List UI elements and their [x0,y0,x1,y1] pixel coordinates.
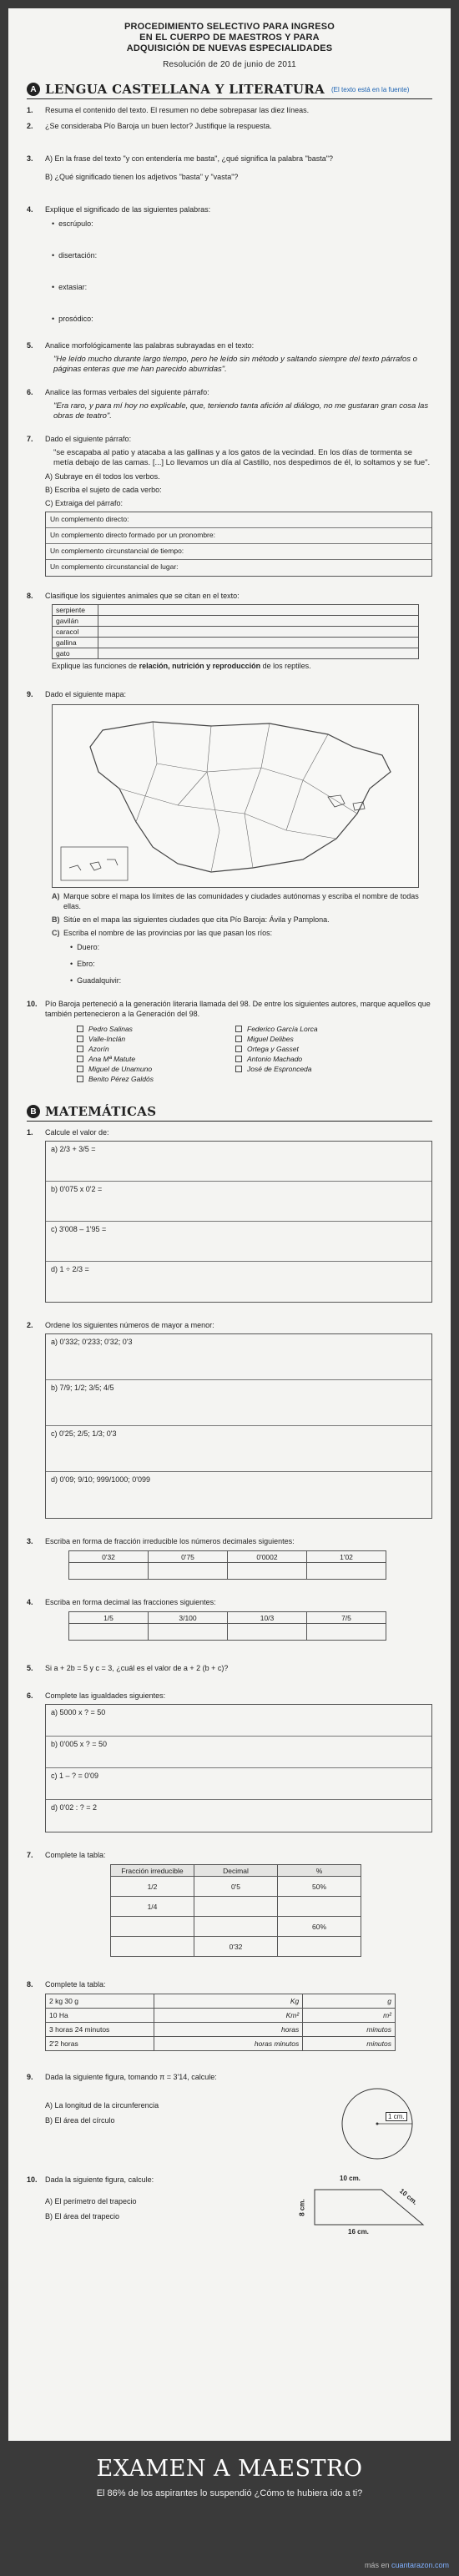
question-number: 4. [27,1598,33,1606]
table-row [46,2037,396,2051]
trapezoid-height-label: 8 cm. [298,2199,306,2216]
table-cell: 10/3 [228,1612,307,1624]
list-item: • prosódico: [52,315,432,323]
table-cell: 0'32 [69,1551,149,1563]
list-item: • Ebro: [70,960,432,968]
table-cell: 60% [278,1917,361,1937]
answer-cell[interactable]: b) 7/9; 1/2; 3/5; 4/5 [46,1380,431,1426]
answer-cell[interactable] [98,648,419,659]
table-row [46,1994,396,2009]
question-number: 1. [27,1128,33,1137]
question-sub [52,915,432,925]
author-name: José de Espronceda [247,1065,312,1073]
checkbox[interactable] [235,1056,242,1062]
question-text: Analice morfológicamente las palabras subrayadas en el texto: [45,341,255,350]
question [27,387,432,397]
question-number: 9. [27,690,33,698]
trapezoid-top-label: 10 cm. [340,2175,361,2182]
answer-cell[interactable] [228,1563,307,1580]
question-number: 10. [27,2175,38,2184]
answer-cell[interactable] [228,1624,307,1641]
caption: El 86% de los aspirantes lo suspendió ¿Cómo te hubiera ido a ti? [96,2488,363,2498]
table-cell: 3/100 [149,1612,228,1624]
explain-line [52,662,432,670]
table-row [69,1563,386,1580]
question-number: 5. [27,1664,33,1672]
answer-cell[interactable]: c) 1 – ? = 0'09 [46,1768,431,1800]
explain-bold: relación, nutrición y reproducción [139,662,261,670]
answer-cell[interactable]: c) 3'008 – 1'95 = [46,1222,431,1262]
table-row [53,648,419,659]
question-sub [45,498,432,508]
author-option[interactable] [77,1074,219,1084]
decimals-table [68,1550,386,1580]
table-row [111,1937,361,1957]
answer-cell[interactable] [69,1624,149,1641]
table-header: % [278,1865,361,1877]
trapezoid-figure [298,2183,431,2233]
table-cell: 2'2 horas [46,2037,154,2051]
question-text: B) El área del trapecio [45,2212,120,2221]
authors-column [77,1024,219,1084]
question-10-block [27,2175,432,2241]
question-number: 1. [27,106,33,114]
question [27,1691,432,1701]
answer-cell[interactable] [98,605,419,616]
question-text: Complete la tabla: [45,1980,106,1989]
table-row [69,1624,386,1641]
checkbox[interactable] [77,1046,83,1052]
answer-box [45,1704,432,1832]
author-name: Valle-Inclán [88,1035,126,1043]
author-option[interactable] [235,1044,377,1054]
checkbox[interactable] [77,1036,83,1042]
unit-cell[interactable]: horas minutos [154,2037,303,2051]
question-text: C) Extraiga del párrafo: [45,499,124,507]
explain-text: de los reptiles. [260,662,311,670]
circle-figure [335,2084,427,2163]
fractions-table [68,1611,386,1641]
table-header: Fracción irreducible [111,1865,194,1877]
explain-text: Explique las funciones de [52,662,139,670]
question-number: 5. [27,341,33,350]
section-lengua-title [27,82,432,99]
table-row [53,605,419,616]
authors-checklist [77,1024,432,1084]
question-text: Escriba el nombre de las provincias por las que pasan los ríos: [63,929,273,937]
answer-cell[interactable] [307,1563,386,1580]
question [27,154,432,164]
answer-row[interactable]: Un complemento directo formado por un pronombre: [46,528,431,544]
question-text: Complete las igualdades siguientes: [45,1691,166,1700]
question-text: B) ¿Qué significado tienen los adjetivos "basta" y "vasta"? [45,173,239,181]
quote-text: "Era raro, y para mí hoy no explicable, que, teniendo tanta afición al diálogo, no me gustaran gran cosa las obras de teatro". [53,401,429,421]
question [27,1536,432,1546]
exam-paper [8,8,451,2441]
author-option[interactable] [77,1044,219,1054]
question-number: 2. [27,1321,33,1329]
unit-cell[interactable]: g [303,1994,396,2009]
answer-box [45,1141,432,1303]
spain-map-outline [53,705,420,889]
checkbox[interactable] [235,1026,242,1032]
author-option[interactable] [235,1064,377,1074]
author-name: Ortega y Gasset [247,1045,299,1053]
checkbox[interactable] [77,1076,83,1082]
author-option[interactable] [235,1034,377,1044]
question-text: Ordene los siguientes números de mayor a menor: [45,1321,214,1329]
author-option[interactable] [77,1054,219,1064]
authors-column [235,1024,377,1084]
author-name: Ana Mª Matute [88,1055,136,1063]
complements-box [45,512,432,577]
unit-cell[interactable]: Km² [154,2009,303,2023]
answer-cell[interactable] [194,1917,278,1937]
answer-cell[interactable] [149,1624,228,1641]
table-cell: 0'5 [194,1877,278,1897]
list-item: • disertación: [52,251,432,260]
animal-name: serpiente [53,605,98,616]
list-item: • Duero: [70,943,432,951]
exam-header [27,22,432,70]
answer-cell[interactable] [111,1937,194,1957]
answer-cell[interactable] [69,1563,149,1580]
table-cell: 1/5 [69,1612,149,1624]
animals-table [52,604,419,659]
author-name: Federico García Lorca [247,1025,318,1033]
checkbox[interactable] [77,1066,83,1072]
author-name: Miguel de Unamuno [88,1065,153,1073]
answer-cell[interactable]: b) 0'005 x ? = 50 [46,1737,431,1768]
answer-cell[interactable] [98,638,419,648]
question-text: B) El área del círculo [45,2116,115,2125]
table-cell: 2 kg 30 g [46,1994,154,2009]
question-sub [52,928,432,938]
question-text: Clasifique los siguientes animales que se citan en el texto: [45,592,240,600]
author-option[interactable] [235,1054,377,1064]
question-number: 3. [27,1537,33,1545]
section-title-text: MATEMÁTICAS [45,1104,157,1119]
question [27,121,432,131]
question-text: Dado el siguiente mapa: [45,690,127,698]
table-cell: 0'32 [194,1937,278,1957]
question-text: A) La longitud de la circunferencia [45,2101,159,2110]
header-line: ADQUISICIÓN DE NUEVAS ESPECIALIDADES [126,43,333,53]
answer-cell[interactable]: d) 0'02 : ? = 2 [51,1803,98,1812]
question-text: Dado el siguiente párrafo: [45,435,132,443]
unit-cell[interactable]: Kg [154,1994,303,2009]
question-text: Analice las formas verbales del siguiente párrafo: [45,388,209,396]
table-row [69,1551,386,1563]
question-text: Marque sobre el mapa los límites de las comunidades y ciudades autónomas y escriba el nombre de todas ellas. [63,892,419,910]
question-text: Dada la siguiente figura, calcule: [45,2175,154,2184]
unit-cell[interactable]: minutos [303,2037,396,2051]
table-cell: 0'75 [149,1551,228,1563]
animal-name: gallina [53,638,98,648]
table-cell: 0'0002 [228,1551,307,1563]
answer-cell[interactable]: d) 1 ÷ 2/3 = [51,1265,89,1273]
list-item: • extasiar: [52,283,432,291]
site-credit[interactable] [365,2561,449,2569]
question-sub [45,485,432,495]
table-row [69,1612,386,1624]
author-name: Benito Pérez Galdós [88,1075,154,1083]
section-badge: A [27,83,40,96]
question [27,591,432,601]
question-number: 8. [27,592,33,600]
answer-box [45,1333,432,1519]
unit-cell[interactable]: m² [303,2009,396,2023]
table-row [46,2009,396,2023]
question-sub [45,172,432,182]
question-text: Explique el significado de las siguientes palabras: [45,205,211,214]
answer-cell[interactable] [278,1897,361,1917]
unit-cell[interactable]: minutos [303,2023,396,2037]
checkbox[interactable] [77,1026,83,1032]
question [27,2072,432,2082]
question [27,204,432,214]
question-text: Dada la siguiente figura, tomando π = 3'14, calcule: [45,2073,217,2081]
author-name: Pedro Salinas [88,1025,133,1033]
question [27,999,432,1019]
question-text: Complete la tabla: [45,1851,106,1859]
table-cell: 7/5 [307,1612,386,1624]
answer-cell[interactable]: a) 2/3 + 3/5 = [46,1142,431,1182]
question-number: 2. [27,122,33,130]
question-number: 9. [27,2073,33,2081]
checkbox[interactable] [235,1066,242,1072]
credit-text: más en [364,2561,391,2569]
question [27,1979,432,1989]
table-row [46,2023,396,2037]
answer-row[interactable]: Un complemento directo: [46,512,431,528]
table-cell: 3 horas 24 minutos [46,2023,154,2037]
spain-map[interactable] [52,704,419,888]
question-number: 7. [27,1851,33,1859]
author-option[interactable] [77,1024,219,1034]
sub-letter: C) [52,929,60,937]
section-title-text: LENGUA CASTELLANA Y LITERATURA [45,82,325,97]
question-text: Sitúe en el mapa las siguientes ciudades que cita Pío Baroja: Ávila y Pamplona. [63,915,330,924]
question [27,1320,432,1330]
question-9-block [27,2072,432,2164]
list-item: • Guadalquivir: [70,976,432,985]
checkbox[interactable] [235,1036,242,1042]
answer-cell[interactable]: a) 5000 x ? = 50 [46,1705,431,1737]
answer-cell[interactable] [111,1917,194,1937]
sub-letter: B) [52,915,60,924]
answer-cell[interactable] [98,616,419,627]
radius-label: 1 cm. [386,2112,407,2121]
question [27,1850,432,1860]
table-row [111,1865,361,1877]
answer-cell[interactable] [278,1937,361,1957]
headline: EXAMEN A MAESTRO [96,2456,363,2482]
question-sub [45,471,432,481]
answer-row[interactable]: Un complemento circunstancial de lugar: [50,562,179,571]
section-mate-title [27,1104,432,1122]
quote-text: "He leído mucho durante largo tiempo, pero he leído sin método y saltando siempre del texto párrafos o páginas enteras que me han parecido aburridas". [53,355,417,374]
unit-cell[interactable]: horas [154,2023,303,2037]
list-item: • escrúpulo: [52,219,432,228]
header-date: Resolución de 20 de junio de 2011 [163,60,296,69]
answer-row[interactable]: Un complemento circunstancial de tiempo: [46,544,431,560]
animal-name: gato [53,648,98,659]
header-line: EN EL CUERPO DE MAESTROS Y PARA [139,33,320,43]
sub-letter: A) [52,892,60,900]
section-badge: B [27,1105,40,1118]
table-row [111,1877,361,1897]
meme-footer [0,2441,459,2576]
question-number: 10. [27,1000,38,1008]
question [27,1663,432,1673]
author-name: Antonio Machado [247,1055,303,1063]
percent-table [110,1864,361,1957]
trapezoid-bottom-label: 16 cm. [348,2228,369,2236]
table-row [53,638,419,648]
author-option[interactable] [77,1034,219,1044]
answer-cell[interactable] [98,627,419,638]
table-row [111,1917,361,1937]
question [27,105,432,115]
question-number: 7. [27,435,33,443]
answer-cell[interactable] [149,1563,228,1580]
question-text: Si a + 2b = 5 y c = 3, ¿cuál es el valor de a + 2 (b + c)? [45,1664,229,1672]
question-text: A) Subraye en él todos los verbos. [45,472,160,481]
table-row [53,616,419,627]
question-text: B) Escriba el sujeto de cada verbo: [45,486,162,494]
author-option[interactable] [77,1064,219,1074]
question-text: Pío Baroja perteneció a la generación literaria llamada del 98. De entre los siguientes autores, marque aquellos que también pertenecieron a la Generación del 98. [45,1000,431,1018]
question-text: Escriba en forma decimal las fracciones siguientes: [45,1598,216,1606]
question [27,340,432,350]
question [27,689,432,699]
table-cell: 1'02 [307,1551,386,1563]
question-number: 6. [27,1691,33,1700]
answer-cell[interactable]: d) 0'09; 9/10; 999/1000; 0'099 [51,1475,151,1484]
answer-cell[interactable]: c) 0'25; 2/5; 1/3; 0'3 [46,1426,431,1472]
question-text: ¿Se consideraba Pío Baroja un buen lector? Justifique la respuesta. [45,122,272,130]
question-number: 4. [27,205,33,214]
author-name: Azorín [88,1045,109,1053]
table-cell: 1/2 [111,1877,194,1897]
answer-cell[interactable]: b) 0'075 x 0'2 = [46,1182,431,1222]
answer-cell[interactable]: a) 0'332; 0'233; 0'32; 0'3 [46,1334,431,1380]
answer-cell[interactable] [194,1897,278,1917]
animal-name: caracol [53,627,98,638]
question [27,1597,432,1607]
table-header: Decimal [194,1865,278,1877]
units-table [45,1994,396,2051]
animal-name: gavilán [53,616,98,627]
table-row [53,627,419,638]
author-option[interactable] [235,1024,377,1034]
question-text: A) El perímetro del trapecio [45,2197,137,2205]
source-note: (El texto está en la fuente) [331,85,410,93]
question-text: Escriba en forma de fracción irreducible los números decimales siguientes: [45,1537,295,1545]
table-row [111,1897,361,1917]
question-number: 6. [27,388,33,396]
checkbox[interactable] [77,1056,83,1062]
question-text: Calcule el valor de: [45,1128,109,1137]
table-cell: 1/4 [111,1897,194,1917]
question-sub [52,891,432,911]
question-text: Resuma el contenido del texto. El resumen no debe sobrepasar las diez líneas. [45,106,310,114]
checkbox[interactable] [235,1046,242,1052]
question-number: 8. [27,1980,33,1989]
question [27,434,432,444]
answer-cell[interactable] [307,1624,386,1641]
question-number: 3. [27,154,33,163]
author-name: Miguel Delibes [247,1035,294,1043]
trapezoid-side-label: 10 cm. [398,2187,419,2206]
quote-text: "se escapaba al patio y atacaba a las gallinas y a los gatos de la vecindad. En los días de tormenta se metía debajo de las camas. [...] Lo llevamos un día al Castillo, nos despedimos de él, lo soltamos y se fue". [53,448,431,467]
question [27,1127,432,1137]
site-link[interactable]: cuantarazon.com [391,2561,449,2569]
table-cell: 50% [278,1877,361,1897]
question-text: A) En la frase del texto "y con entendería me basta", ¿qué significa la palabra "basta"? [45,154,333,163]
header-line: PROCEDIMIENTO SELECTIVO PARA INGRESO [124,22,335,32]
table-cell: 10 Ha [46,2009,154,2023]
